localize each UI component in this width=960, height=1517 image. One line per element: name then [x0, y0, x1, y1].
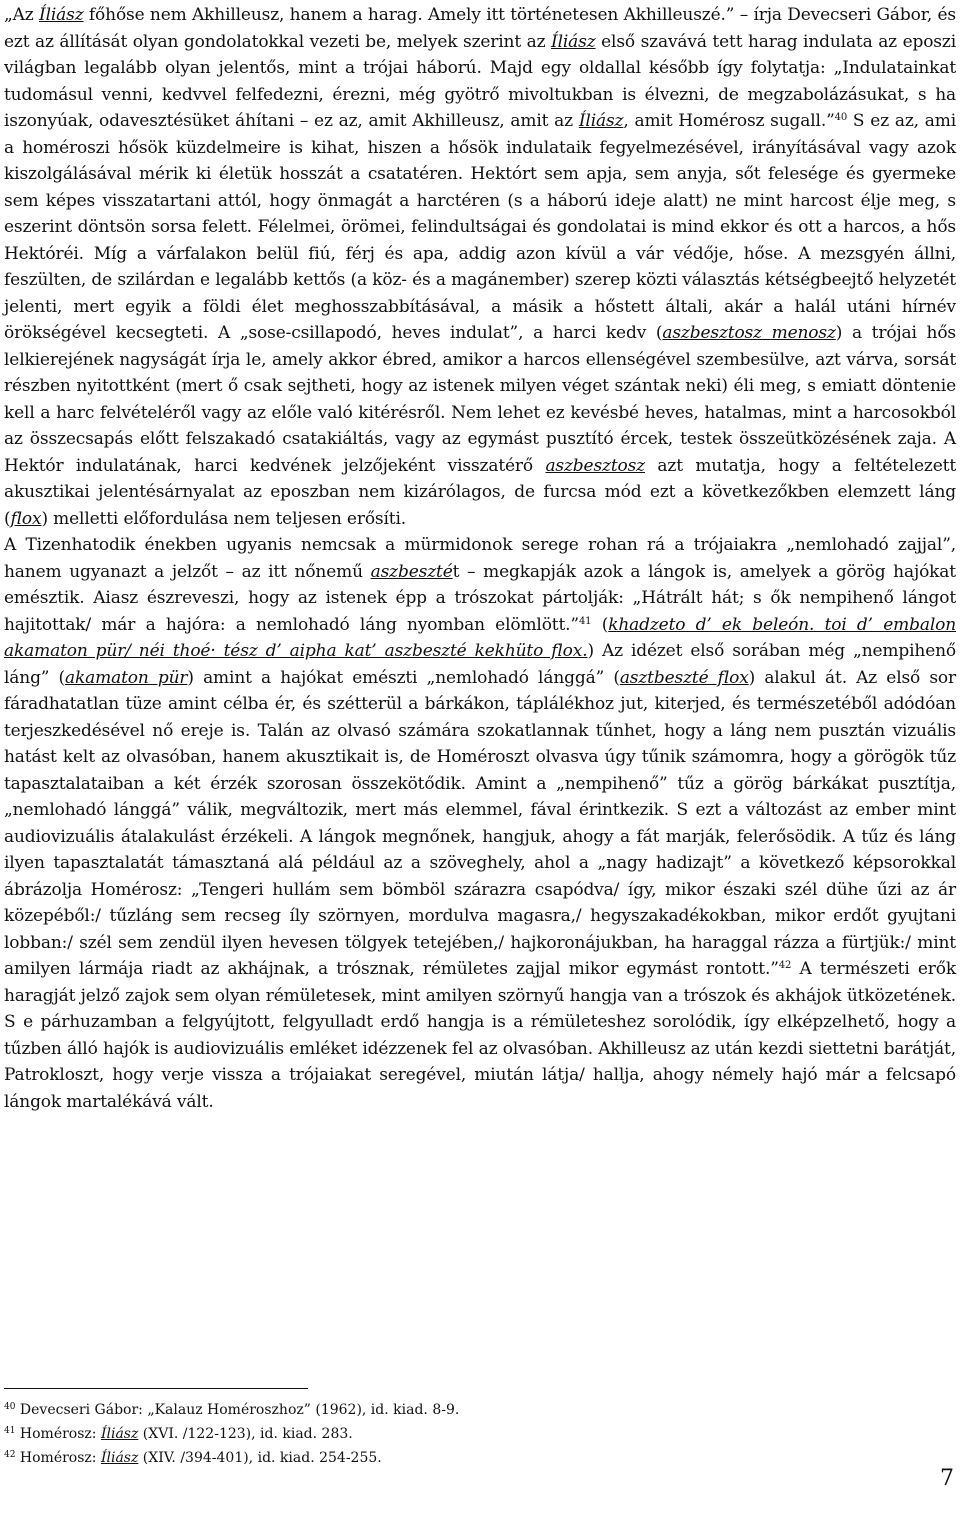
footnote-text: Devecseri Gábor: „Kalauz Homéroszhoz” (1962), id. kiad. 8-9.	[15, 1402, 460, 1418]
footnote-number: 41	[4, 1426, 16, 1436]
emphasis-text: aszbeszté	[370, 561, 453, 582]
footnote	[4, 1422, 944, 1446]
footnote-text: Homérosz: Íliász (XIV. /394-401), id. kiad. 254-255.	[15, 1450, 382, 1466]
footnote-ref: 40	[834, 112, 848, 123]
footnote-ref: 42	[778, 960, 792, 971]
body-text	[4, 2, 956, 1115]
footnote-number: 42	[4, 1450, 16, 1460]
emphasis-text: Íliász	[551, 31, 596, 52]
paragraph: A Tizenhatodik énekben ugyanis nemcsak a mürmidonok serege rohan rá a trójaiakra „nemlohadó zajjal”, hanem ugyanazt a jelzőt – az itt nőnemű aszbesztét – megkapják azok a lángok is, amelyek a görög hajókat emésztik. Aiasz észreveszi, hogy az istenek épp a trószokat pártolják: „Hátrált hát; s ők nempihenő lángot hajitottak/ már a hajóra: a nemlohadó láng nyomban elömlött.”$^{41}$ (khadzeto d’ ek beleón. toi d’ embalon akamaton pür/ néi thoé· tész d’ aipha kat’ aszbeszté kekhüto flox.) Az idézet első sorában még „nempihenő láng” (akamaton pür) amint a hajókat emészti „nemlohadó lánggá” (asztbeszté flox) alakul át. Az első sor fáradhatatlan tüze amint célba ér, és szétterül a bárkákon, táplálékhoz jut, kiterjed, és természetéből adódóan terjeszkedésével nő ereje is. Talán az olvasó számára szokatlannak tűnhet, hogy a láng nem pusztán vizuális hatást kelt az olvasóban, hanem akusztikait is, de Homéroszt olvasva úgy tűnik számomra, hogy a görögök tűz tapasztalataiban a két érzék szorosan összekötődik. Amint a „nempihenő” tűz a görög bárkákat pusztítja, „nemlohadó lánggá” válik, megváltozik, mert más elemmel, fával érintkezik. S ezt a változást az ember mint audiovizuális átalakulást érzékeli. A lángok megnőnek, hangjuk, ahogy a fát marják, felerősödik. A tűz és láng ilyen tapasztalatát támasztaná alá például az a szöveghely, ahol a „nagy hadizajt” a következő képsorokkal ábrázolja Homérosz: „Tengeri hullám sem bömböl szárazra csapódva/ így, mikor északi szél dühe űzi az ár közepéből:/ tűzláng sem recseg íly szörnyen, mordulva magasra,/ hegyszakadékokban, mikor erdőt gyujtani lobban:/ szél sem zendül ilyen hevesen tölgyek tetejében,/ hajkoronájukban, ha haraggal rázza a fürtjük:/ mint amilyen lármája riadt az akhájnak, a trósznak, rémületes zajjal mikor egymást rontott.”$^{42}$ A természeti erők haragját jelző zajok sem olyan rémületesek, mint amilyen szörnyű hangja van a trószok és akhájok ütközetének. S e párhuzamban a felgyújtott, felgyulladt erdő hangja is a rémületeshez sorolódik, így elképzelhető, hogy a tűzben álló hajók is audiovizuális emléket idézzenek fel az olvasóban. Akhilleusz az után kezdi siettetni barátját, Patrokloszt, hogy verje vissza a trójaiakat seregével, miután látja/ hallja, ahogy némely hajó már a felcsapó lángok martalékává vált.	[4, 535, 956, 1112]
paragraph: „Az Íliász főhőse nem Akhilleusz, hanem a harag. Amely itt történetesen Akhilleuszé.” – írja Devecseri Gábor, és ezt az állítását olyan gondolatokkal vezeti be, melyek szerint az Íliász első szavává tett harag indulata az eposzi világban legalább olyan jelentős, mint a trójai háború. Majd egy oldallal később így folytatja: „Indulatainkat tudomásul venni, kedvvel felfedezni, érezni, még gyötrő mivoltukban is élvezni, de megzabolázásukat, s ha iszonyúak, odavesztésüket áhítani – ez az, amit Akhilleusz, amit az Íliász, amit Homérosz sugall.”$^{40}$ S ez az, ami a homéroszi hősök küzdelmeire is kihat, hiszen a hősök indulataik fegyelmezésével, irányításával vagy azok kiszolgálásával mérik ki életük hosszát a csatatéren. Hektórt sem apja, sem anyja, sőt felesége és gyermeke sem képes visszatartani attól, hogy önmagát a harctéren (s a háború ideje alatt) ne mint harcost élje meg, s eszerint döntsön sorsa felett. Félelmei, örömei, felindultságai és gondolatai is mind ekkor és ott a harcos, a hős Hektóréi. Míg a várfalakon belül fiú, férj és apa, addig azon kívül a vár védője, hőse. A mezsgyén állni, feszülten, de szilárdan e legalább kettős (a köz- és a magánember) szerep közti választás kétségbeejtő helyzetét jelenti, mert egyik a földi élet meghosszabbításával, a másik a hőstett általi, akár a halál utáni hírnév örökségével kecsegteti. A „sose-csillapodó, heves indulat”, a harci kedv (aszbesztosz menosz) a trójai hős lelkierejének nagyságát írja le, amely akkor ébred, amikor a harcos ellenségével szembesülve, azt várva, sorsát részben nyitottként (mert ő csak sejtheti, hogy az istenek milyen véget szántak neki) éli meg, s emiatt döntenie kell a harc felvételéről vagy az előle való kitérésről. Nem lehet ez kevésbé heves, hatalmas, mint a harcosokból az összecsapás előtt felszakadó csatakiáltás, vagy az egymást pusztító ércek, testek összeütközésének zaja. A Hektór indulatának, harci kedvének jelzőjeként visszatérő aszbesztosz azt mutatja, hogy a feltételezett akusztikai jelentésárnyalat az eposzban nem kizárólagos, de furcsa mód ezt a következőkben elemzett láng (flox) melletti előfordulása nem teljesen erősíti.	[4, 5, 956, 529]
emphasis-text: aszbesztosz	[545, 455, 645, 476]
emphasis-text: Íliász	[100, 1426, 139, 1442]
footnote-ref: 41	[578, 615, 592, 627]
emphasis-text: asztbeszté flox	[619, 667, 749, 688]
emphasis-text: aszbesztosz menosz	[662, 323, 836, 343]
footnote	[4, 1446, 944, 1470]
emphasis-text: akamaton pür	[65, 667, 188, 688]
emphasis-text: khadzeto d’ ek beleón. toi d’ embalon akamaton pür/ néi thoé· tész d’ aipha kat’ aszbeszté kekhüto flox.	[4, 614, 956, 661]
emphasis-text: Íliász	[578, 111, 624, 131]
footnotes	[4, 1398, 944, 1470]
footnote	[4, 1398, 944, 1422]
page-number: 7	[940, 1466, 954, 1491]
emphasis-text: Íliász	[39, 5, 84, 25]
emphasis-text: Íliász	[100, 1450, 139, 1466]
footnote-separator	[4, 1388, 308, 1389]
emphasis-text: flox	[10, 508, 42, 529]
footnote-text: Homérosz: Íliász (XVI. /122-123), id. kiad. 283.	[15, 1426, 353, 1442]
footnote-number: 40	[4, 1402, 16, 1412]
